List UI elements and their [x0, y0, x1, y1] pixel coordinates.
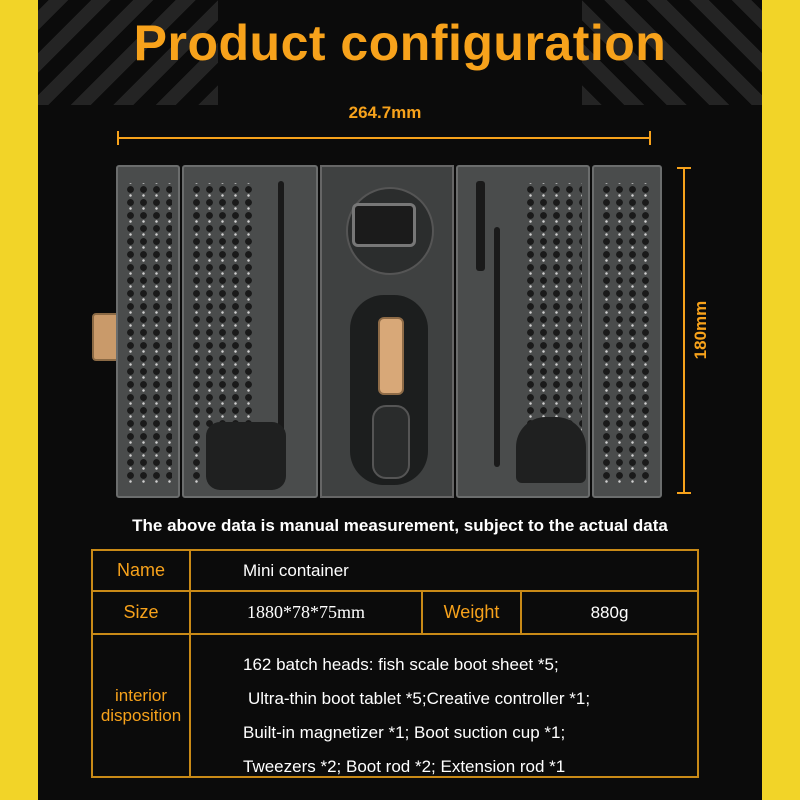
bit-panel-inner-right: [456, 165, 590, 498]
screwdriver-grip: [378, 317, 404, 395]
interior-line: Tweezers *2; Boot rod *2; Extension rod *1: [243, 757, 566, 776]
weight-value-cell: [520, 590, 699, 635]
boot-rod-shape: [494, 227, 500, 467]
bit-panel-outer-right: [592, 165, 662, 498]
size-label-cell: [91, 590, 191, 635]
weight-label-cell: [421, 590, 522, 635]
name-value-cell: [189, 549, 699, 592]
interior-label-line-1: interior: [115, 685, 167, 705]
name-label-cell: [91, 549, 191, 592]
bit-panel-inner-left: [182, 165, 318, 498]
screwdriver-knob: [372, 405, 410, 479]
product-image: [116, 165, 662, 498]
interior-line: Built-in magnetizer *1; Boot suction cup *1;: [243, 723, 566, 742]
tweezers-shape: [278, 181, 284, 441]
weight-label: Weight: [443, 602, 500, 622]
extension-rod-shape: [476, 181, 485, 271]
interior-label-line-2: disposition: [100, 705, 182, 725]
interior-line: Ultra-thin boot tablet *5;Creative controller *1;: [248, 689, 591, 708]
name-label: Name: [116, 560, 165, 580]
weight-value: 880g: [590, 602, 629, 622]
width-dimension-label: 264.7mm: [348, 103, 422, 122]
interior-line: 162 batch heads: fish scale boot sheet *5;: [243, 655, 559, 674]
size-value: 1880*78*75mm: [246, 602, 365, 622]
interior-list: [243, 648, 590, 784]
measurement-caption: The above data is manual measurement, subject to the actual data: [132, 516, 668, 535]
height-dimension-label: 180mm: [691, 300, 710, 360]
page-title: Product configuration: [133, 15, 667, 71]
pry-tool-shape: [206, 422, 286, 490]
opener-tool-shape: [516, 417, 586, 483]
name-value: Mini container: [243, 560, 349, 580]
center-panel: [320, 165, 454, 498]
interior-label-cell: [91, 633, 191, 778]
size-label: Size: [123, 602, 159, 622]
suction-cup: [352, 203, 416, 247]
bit-panel-outer-left: [116, 165, 180, 498]
height-dimension-line: [683, 167, 685, 494]
width-dimension-line: [117, 137, 651, 139]
size-value-cell: [189, 590, 423, 635]
